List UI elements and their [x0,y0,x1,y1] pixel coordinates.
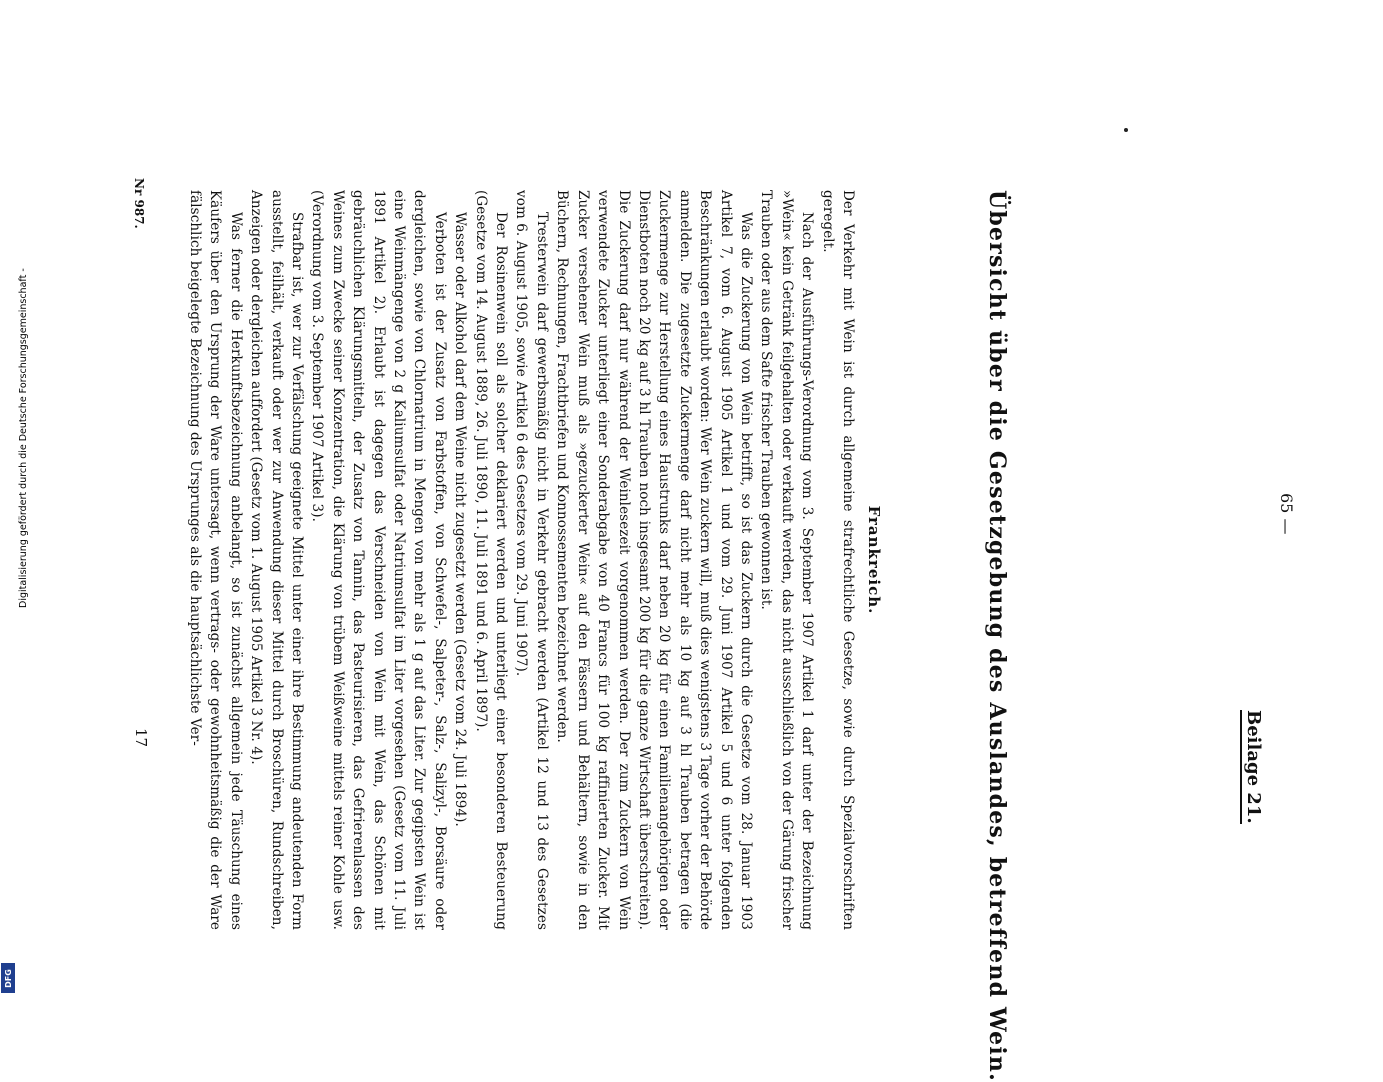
paragraph: Nach der Ausführungs-Verordnung vom 3. September 1907 Artikel 1 darf unter der Bezeichnung »Wein« kein Getränk feilgehalten oder verkauft werden, das nicht ausschließlich von der Gärung frischer Trauben oder aus dem Safte frischer Trauben gewonnen ist. [758,190,816,930]
digitization-credit: Digitalisierung gefördert durch die Deutsche Forschungsgemeinschaft - [18,268,29,608]
paragraph: Strafbar ist, wer zur Verfälschung geeignete Mittel unter einer ihre Bestimmung andeutenden Form ausstellt, feilhält, verkauft oder wer zur Anwendung dieser Mittel durch Broschüren, Rundschreiben, Anzeigen oder dergleichen auffordert (Gesetz vom 1. August 1905 Artikel 3 Nr. 4). [248,190,306,930]
section-heading: Frankreich. [865,505,883,615]
sheet-number: 17 [132,728,150,748]
ink-speck [1124,128,1128,132]
page-title: Übersicht über die Gesetzgebung des Auslandes, betreffend Wein. [984,190,1010,1082]
paragraph: Was ferner die Herkunftsbezeichnung anbelangt, so ist zunächst allgemein jede Täuschung eines Käufers über den Ursprung der Ware untersagt, wenn vertrags- oder gewohnheitsmäßig die der Ware fälschlich beigelegte Bezeichnung des Ursprunges als die hauptsächlichste Ver- [187,190,244,930]
page-number: 65 — [1277,493,1296,535]
appendix-label: Beilage 21. [1240,710,1264,824]
paragraph: Was die Zuckerung von Wein betrifft, so ist das Zuckern durch die Gesetze vom 28. Januar 1903 Artikel 7, vom 6. August 1905 Artikel 1 und vom 29. Juni 1907 Artikel 5 und 6 unter folgenden Beschränkungen erlaubt worden: Wer Wein zuckern will, muß dies wenigstens 3 Tage vorher der Behörde anmelden. Die zugesetzte Zuckermenge darf nicht mehr als 10 kg auf 3 hl Trauben betragen (die Zuckermenge zur Herstellung eines Haustrunks darf neben 20 kg für einen Familienangehörigen oder Dienstboten noch 20 kg auf 3 hl Trauben noch insgesamt 200 kg für die ganze Wirtschaft überschreiten). Die Zuckerung darf nur während der Weinlesezeit vorgenommen werden. Der zum Zuckern von Wein verwendete Zucker unterliegt einer Sonderabgabe von 40 Francs für 100 kg raffinierten Zucker. Mit Zucker versehener Wein muß als »gezuckerter Wein« auf den Fässern und Behältern, sowie in den Büchern, Rechnungen, Frachtbriefen und Konnossementen bezeichnet werden. [554,190,754,930]
dfg-logo-text: DFG [3,968,13,988]
paragraph: Tresterwein darf gewerbsmäßig nicht in Verkehr gebracht werden (Artikel 12 und 13 des Gesetzes vom 6. August 1905, sowie Artikel 6 des Gesetzes vom 29. Juni 1907). [513,190,550,930]
paragraph: Der Rosinenwein soll als solcher deklariert werden und unterliegt einer besonderen Besteuerung (Gesetze vom 14. August 1889, 26. Juli 1890, 11. Juli 1891 und 6. April 1897). [472,190,510,930]
paragraph: Wasser oder Alkohol darf dem Weine nicht zugesetzt werden (Gesetz vom 24. Juli 1894). [452,212,469,827]
dfg-logo [1,963,15,993]
printer-signature-mark: Nr 987. [132,178,146,229]
paragraph: Verboten ist der Zusatz von Farbstoffen, von Schwefel-, Salpeter-, Salz-, Salizyl-, Borsäure oder dergleichen, sowie von Chlornatrium in Mengen von mehr als 1 g auf das Liter. Zur gegipsten Wein ist eine Weinmängenge von 2 g Kaliumsulfat oder Natriumsulfat im Liter vorgesehen (Gesetz vom 11. Juli 1891 Artikel 2). Erlaubt ist dagegen das Verschneiden von Wein mit Wein, das Schönen mit gebräuchlichen Klärungsmitteln, der Zusatz von Tannin, das Pasteurisieren, das Gefrierenlassen des Weines zum Zwecke seiner Konzentration, die Klärung von trübem Weißweine mittels reiner Kohle usw. (Verordnung vom 3. September 1907 Artikel 3). [309,190,448,930]
paragraph: Der Verkehr mit Wein ist durch allgemeine strafrechtliche Gesetze, sowie durch Spezialvorschriften geregelt. [819,190,856,930]
document-body [185,190,892,930]
